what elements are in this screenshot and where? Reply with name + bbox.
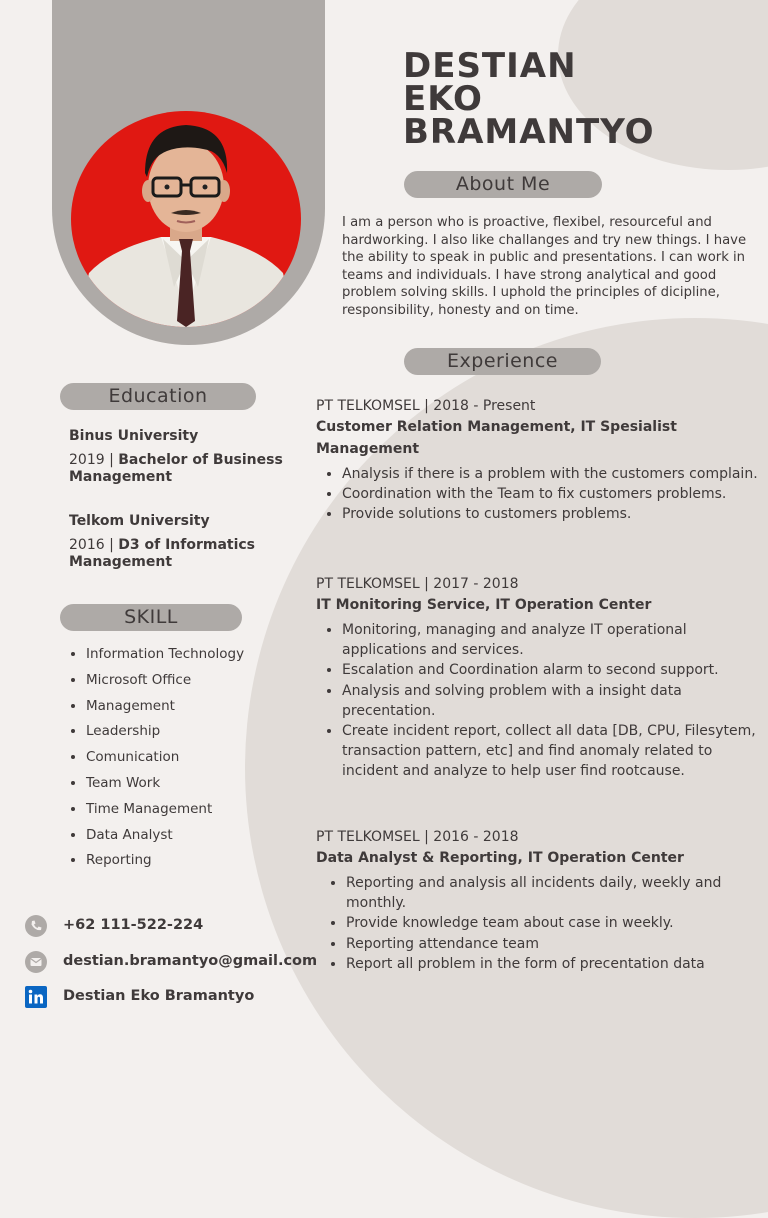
- experience-duty: • Reporting and analysis all incidents daily, weekly and monthly.: [346, 873, 761, 913]
- profile-photo: [71, 111, 301, 327]
- experience-duty: • Reporting attendance team: [346, 934, 761, 954]
- education-entry: [69, 426, 299, 486]
- experience-duty: • Create incident report, collect all data [DB, CPU, Filesytem, transaction pattern, etc] and find anomaly related to incident and analyze to help user find rootcause.: [342, 721, 761, 782]
- linkedin-name[interactable]: Destian Eko Bramantyo: [63, 988, 255, 1004]
- experience-duty: • Analysis and solving problem with a insight data precentation.: [342, 681, 761, 721]
- experience-company-date: PT TELKOMSEL | 2018 - Present: [316, 398, 536, 414]
- name-line-2: EKO: [403, 79, 483, 119]
- email-address[interactable]: destian.bramantyo@gmail.com: [63, 953, 318, 969]
- experience-duties: [316, 464, 761, 525]
- experience-heading: Experience: [404, 348, 601, 375]
- education-degree: D3 of Informatics Management: [69, 537, 256, 570]
- experience-entry: [316, 396, 761, 525]
- experience-duty: • Escalation and Coordination alarm to second support.: [342, 660, 761, 680]
- experience-duty: • Report all problem in the form of precentation data: [346, 954, 761, 974]
- education-degree-line: [69, 452, 299, 486]
- education-year: 2019 |: [69, 452, 114, 468]
- education-degree: Bachelor of Business Management: [69, 452, 283, 485]
- experience-duties: [316, 873, 761, 974]
- skill-item: • Time Management: [86, 797, 244, 823]
- candidate-name: [403, 46, 655, 152]
- experience-role: Data Analyst & Reporting, IT Operation Center: [316, 850, 684, 866]
- experience-role: Customer Relation Management, IT Spesialist Management: [316, 419, 677, 457]
- name-line-1: DESTIAN: [403, 46, 577, 86]
- phone-number[interactable]: +62 111-522-224: [63, 917, 204, 933]
- skill-item: • Information Technology: [86, 642, 244, 668]
- experience-entry: [316, 574, 761, 782]
- skill-item: • Reporting: [86, 848, 244, 874]
- about-text: I am a person who is proactive, flexibel, resourceful and hardworking. I also like challanges and try new things. I have the ability to speak in public and presentations. I can work in teams and individuals. I have strong analytical and good problem solving skills. I uphold the principles of dicipline, responsibility, honesty and on time.: [342, 215, 747, 318]
- experience-company-date: PT TELKOMSEL | 2017 - 2018: [316, 576, 519, 592]
- linkedin-icon: [25, 986, 47, 1008]
- experience-entry: [316, 827, 761, 974]
- skill-heading: SKILL: [60, 604, 242, 631]
- skill-item: • Leadership: [86, 719, 244, 745]
- education-school: Telkom University: [69, 513, 210, 529]
- education-school: Binus University: [69, 428, 199, 444]
- experience-duty: • Provide solutions to customers problems.: [342, 504, 761, 524]
- skill-list: [68, 642, 244, 874]
- experience-role: IT Monitoring Service, IT Operation Center: [316, 597, 652, 613]
- contact-linkedin: [25, 984, 355, 1010]
- education-heading: Education: [60, 383, 256, 410]
- contact-email: [25, 949, 355, 975]
- phone-icon: [25, 915, 47, 937]
- about-heading: About Me: [404, 171, 602, 198]
- experience-duty: • Provide knowledge team about case in weekly.: [346, 913, 761, 933]
- skill-item: • Data Analyst: [86, 823, 244, 849]
- education-entry: [69, 511, 299, 571]
- experience-duties: [316, 620, 761, 782]
- experience-company-date: PT TELKOMSEL | 2016 - 2018: [316, 829, 519, 845]
- experience-duty: • Analysis if there is a problem with the customers complain.: [342, 464, 761, 484]
- skill-item: • Microsoft Office: [86, 668, 244, 694]
- portrait-illustration: [71, 111, 301, 327]
- education-degree-line: [69, 537, 299, 571]
- contact-phone: [25, 913, 355, 939]
- name-line-3: BRAMANTYO: [403, 112, 655, 152]
- skill-item: • Comunication: [86, 745, 244, 771]
- mail-icon: [25, 951, 47, 973]
- experience-duty: • Monitoring, managing and analyze IT operational applications and services.: [342, 620, 761, 660]
- experience-duty: • Coordination with the Team to fix customers problems.: [342, 484, 761, 504]
- skill-item: • Team Work: [86, 771, 244, 797]
- skill-item: • Management: [86, 694, 244, 720]
- education-year: 2016 |: [69, 537, 114, 553]
